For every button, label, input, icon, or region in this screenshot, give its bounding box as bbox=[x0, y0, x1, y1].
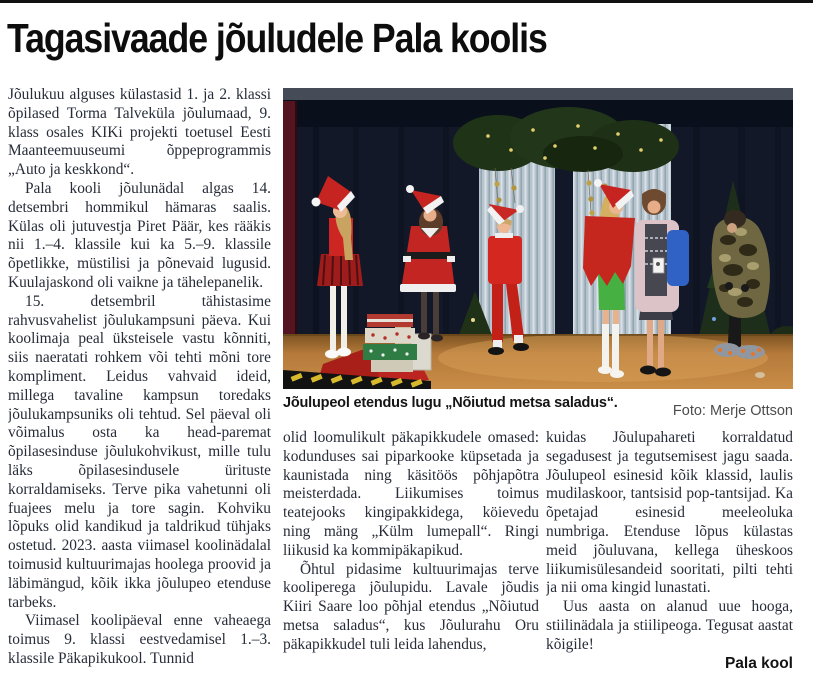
maroon-curtain bbox=[283, 101, 297, 346]
article-column-middle bbox=[283, 429, 539, 692]
paragraph: Viimasel koolipäeval enne vaheaega toimus 9. klassi eestvedamisel 1.–3. klassile Päkapikukool. Tunnid bbox=[8, 612, 271, 667]
maroon-curtain-edge bbox=[295, 101, 297, 346]
paragraph: olid loomulikult päkapikkudele omased: kodunduses sai piparkooke küpsetada ja kaunistada ning käsitöös põhjapõtra meisterdada. Liikumises toimus teatejooks kingipakkidega, köievedu ning mäng „Külm lumepall“. Ringi liikusid ka kommipäkapikud. bbox=[283, 429, 539, 559]
paragraph: 15. detsembril tähistasime rahvusvahelist jõulukampsuni päeva. Kui koolimaja peal üksteisele vastu kõnniti, siis naeratati rohkem või tehti mõni tore kompliment. Leidus vahvaid ideid, millega tavaline kampsun toredaks jõulukampsuniks oli tehtud. Sel päeval oli võimalus osta ka head-paremat õpilasesinduse jõulukohvikust, mille tulu läks õpilasesindusele ürituste korraldamiseks. Terve pika vahetunni oli fuajees melu ja tore sagin. Kohviku lõpuks olid kandikud ja taldrikud tühjaks ostetud. 2023. aasta viimasel koolinädalal toimusid kultuurimajas hoolega proovid ja läbimängud, kõik ikka jõulupeo etenduse tarbeks. bbox=[8, 292, 271, 611]
paragraph: Uus aasta on alanud uue hooga, stiilinädala ja stiilipeoga. Tegusat aastat kõigile! bbox=[546, 598, 793, 653]
stage-photo-image bbox=[283, 88, 793, 389]
article-headline: Tagasivaade jõuludele Pala koolis bbox=[7, 15, 547, 61]
article-signature: Pala kool bbox=[724, 654, 793, 672]
top-rule bbox=[0, 0, 813, 3]
paragraph: kuidas Jõulupahareti korraldatud segadusest ja tegutsemisest jagu saada. Jõulupeol esinesid kõik klassid, laulis mudilaskoor, tantsisid pop-tantsijad. Ka õpetajad esinesid meeleoluka numbriga. Etenduse lõpus külastas meid jõuluvana, kellega üheskoos liikumisülesandeid sooritati, pilti tehti ja nii oma kingid lunastati. bbox=[546, 429, 793, 597]
paragraph: Pala kooli jõulunädal algas 14. detsembri hommikul hämaras saalis. Külas oli jutuvestja Piret Päär, kes rääkis nii 1.–4. klassile kui ka 5.–9. klassile õpetlikke, müstilisi ja põnevaid lugusid. Kuulajaskond oli vaikne ja tähelepanelik. bbox=[8, 179, 271, 291]
article-column-right bbox=[546, 429, 793, 692]
article-column-left bbox=[8, 86, 271, 692]
paragraph: Õhtul pidasime kultuurimajas terve kooliperega jõulupidu. Lavale jõudis Kiiri Saare loo põhjal etendus „Nõiutud metsa saladus“, kus Jõulurahu Oru päkapikkudel tuli leida lahendus, bbox=[283, 560, 539, 653]
photo-caption-row bbox=[283, 395, 793, 419]
stage-photo bbox=[283, 88, 793, 389]
photo-caption: Jõulupeol etendus lugu „Nõiutud metsa saladus“. bbox=[283, 395, 618, 411]
paragraph: Jõulukuu alguses külastasid 1. ja 2. klassi õpilased Torma Talveküla jõulumaad, 9. klass osales KIKi projekti toetusel Eesti Maanteemuuseumi õppeprogrammis „Auto ja keskkond“. bbox=[8, 86, 271, 179]
photo-credit: Foto: Merje Ottson bbox=[672, 403, 793, 419]
